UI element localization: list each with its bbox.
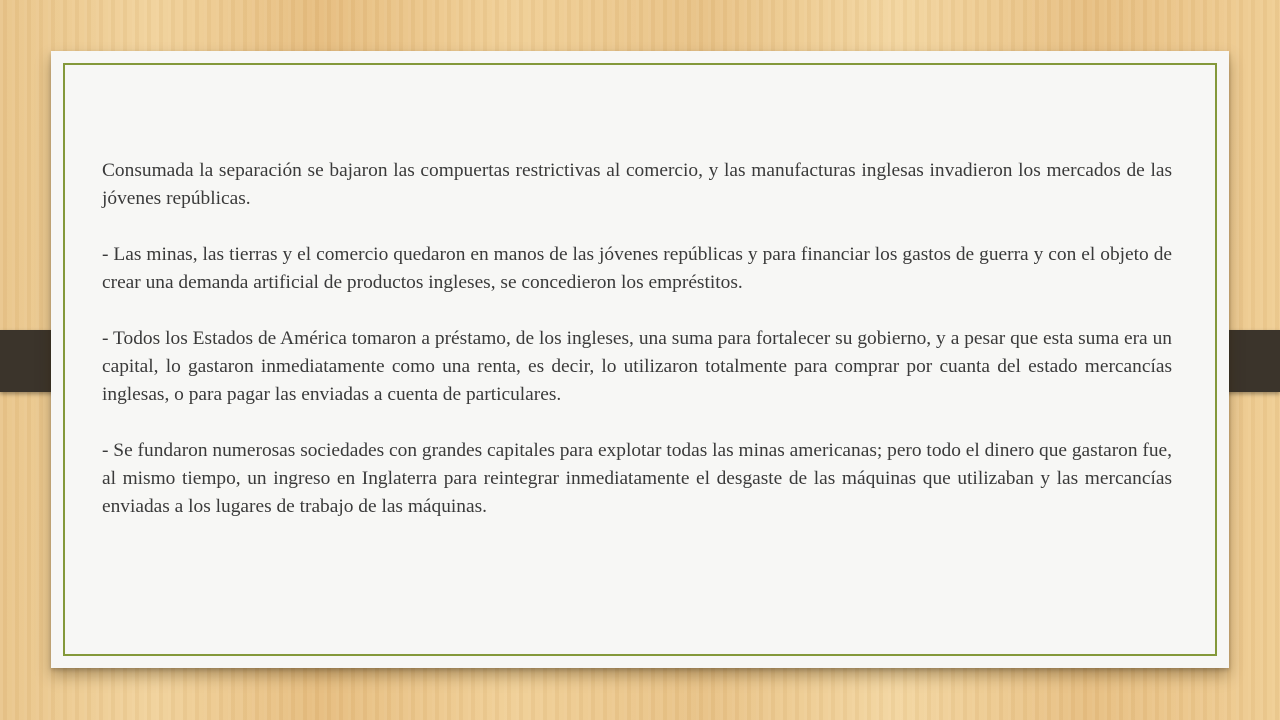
slide-content (102, 157, 1172, 521)
paragraph-sociedades: - Se fundaron numerosas sociedades con grandes capitales para explotar todas las minas americanas; pero todo el dinero que gastaron fue, al mismo tiempo, un ingreso en Inglaterra para reintegrar inmediatamente el desgaste de las máquinas que utilizaban y las mercancías enviadas a los lugares de trabajo de las máquinas. (102, 440, 1172, 517)
paragraph-estados-prestamo: - Todos los Estados de América tomaron a préstamo, de los ingleses, una suma para fortalecer su gobierno, y a pesar que esta suma era un capital, lo gastaron inmediatamente como una renta, es decir, lo utilizaron totalmente para comprar por cuanta del estado mercancías inglesas, o para pagar las enviadas a cuenta de particulares. (102, 328, 1172, 405)
paragraph-intro: Consumada la separación se bajaron las compuertas restrictivas al comercio, y las manufacturas inglesas invadieron los mercados de las jóvenes repúblicas. (102, 160, 1172, 209)
slide-paper (51, 51, 1229, 668)
binder-strip-left (0, 330, 54, 392)
paragraph-minas-tierras: - Las minas, las tierras y el comercio quedaron en manos de las jóvenes repúblicas y para financiar los gastos de guerra y con el objeto de crear una demanda artificial de productos ingleses, se concedieron los empréstitos. (102, 244, 1172, 293)
